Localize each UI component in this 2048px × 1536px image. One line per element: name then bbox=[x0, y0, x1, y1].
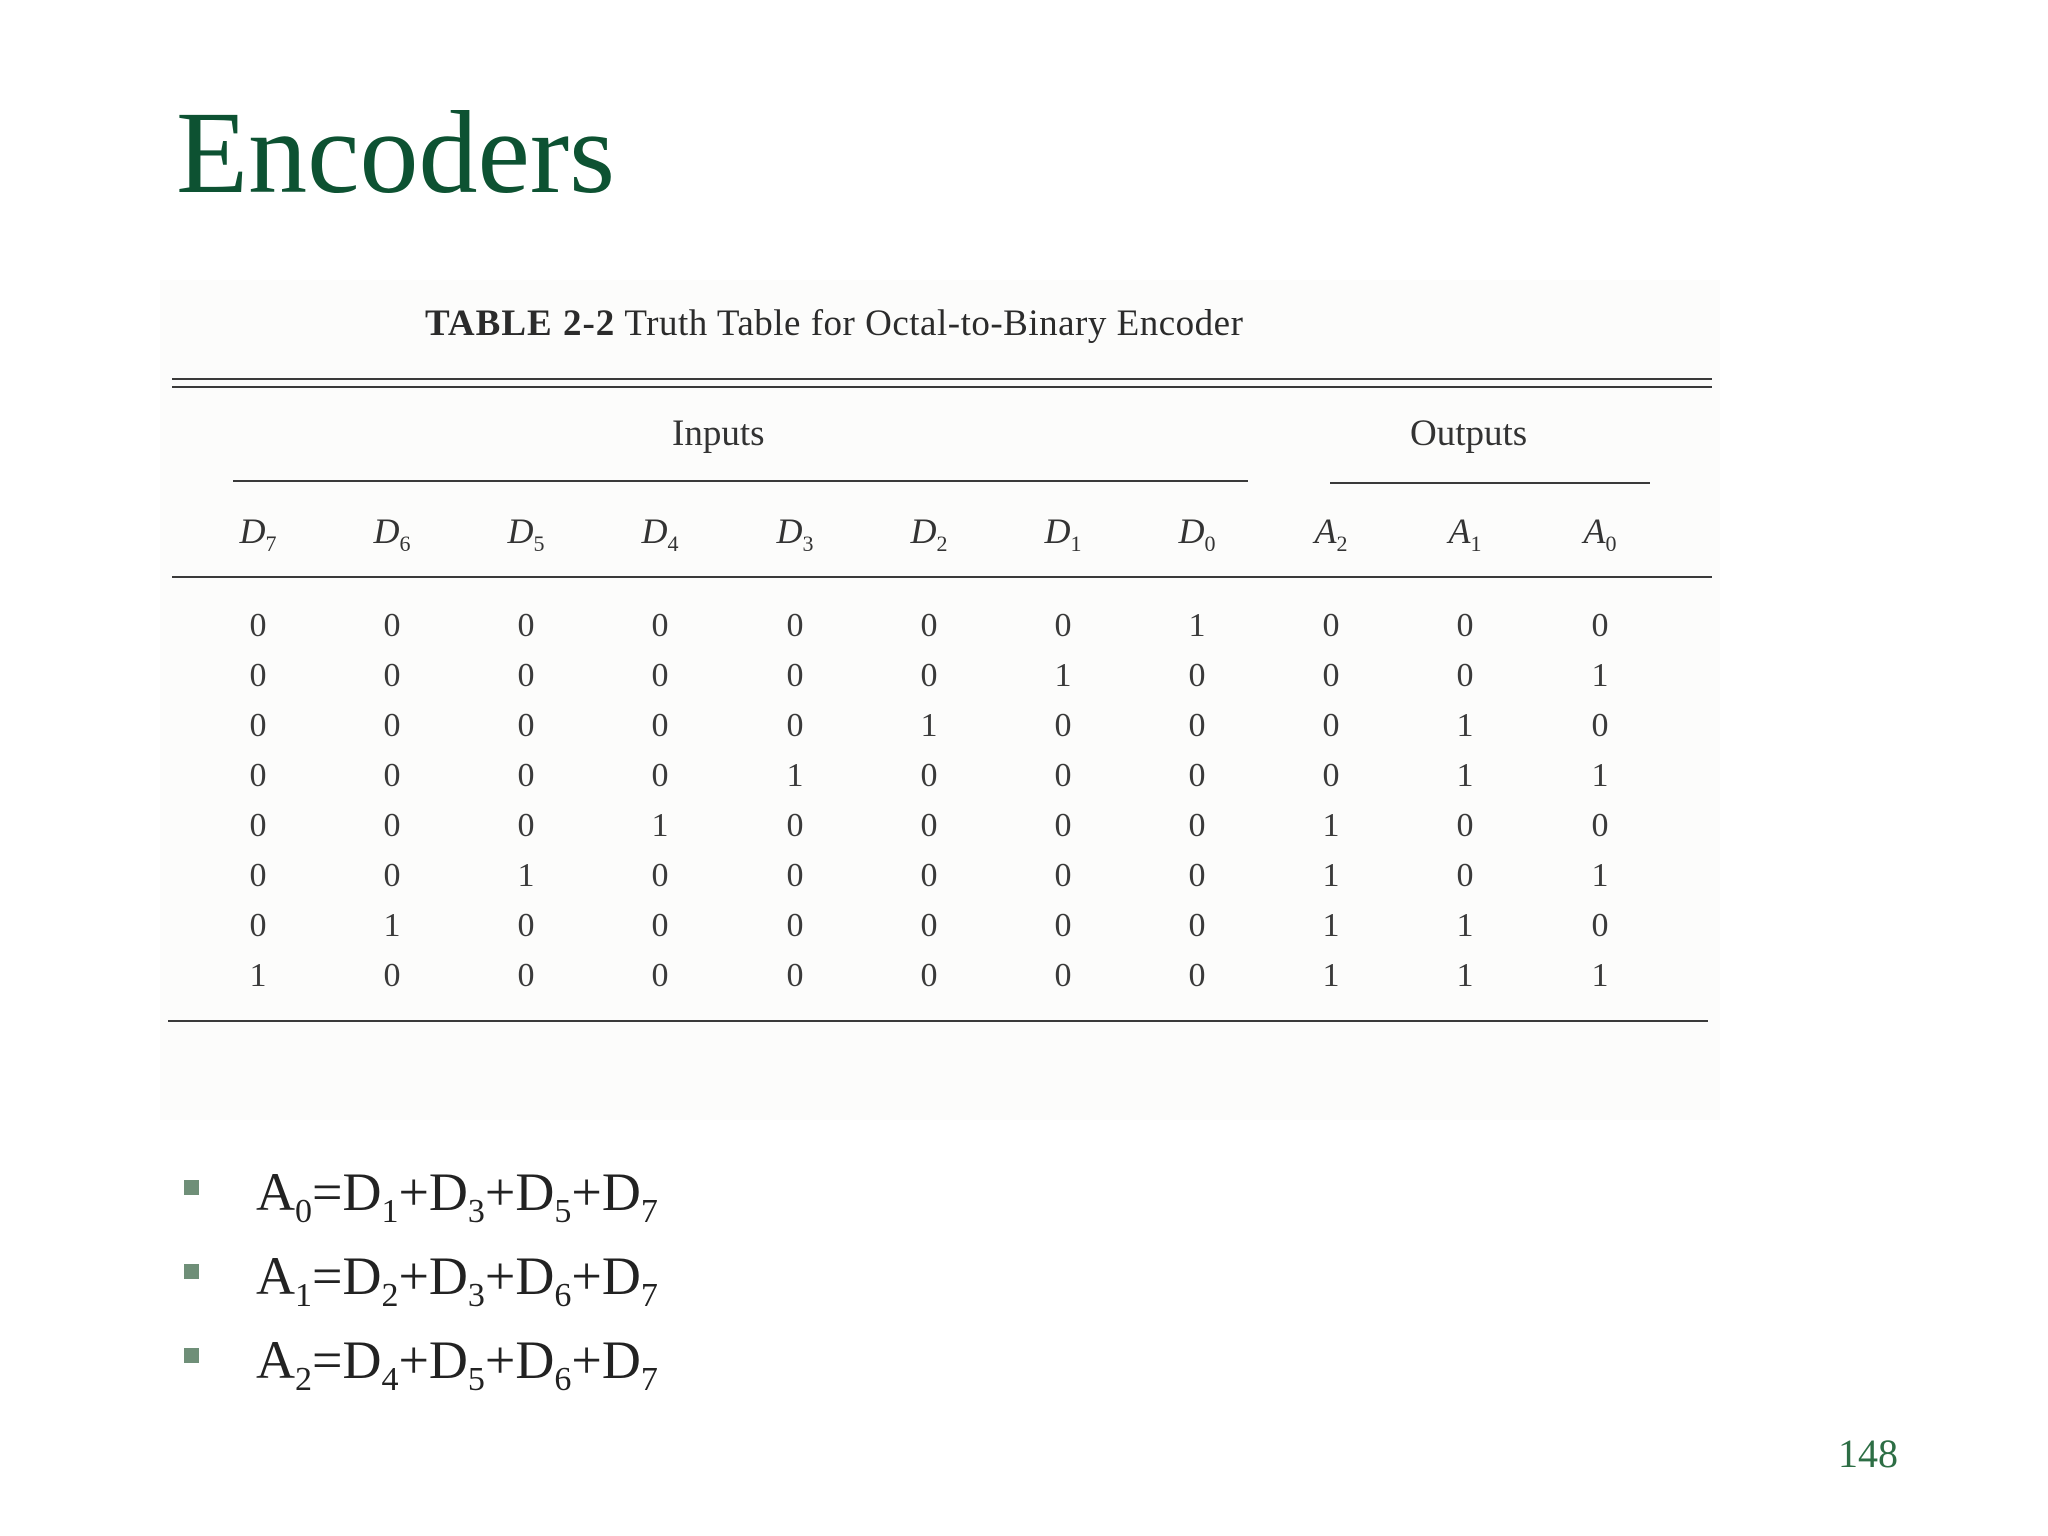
table-cell: 1 bbox=[1322, 807, 1340, 844]
equation-list bbox=[176, 1150, 658, 1402]
table-cell: 0 bbox=[249, 757, 267, 794]
table-cell: 0 bbox=[383, 607, 401, 644]
table-cell: 0 bbox=[786, 657, 804, 694]
table-cell: 0 bbox=[1188, 907, 1206, 944]
inputs-group-label: Inputs bbox=[672, 413, 765, 454]
table-cell: 1 bbox=[1591, 957, 1609, 994]
table-cell: 0 bbox=[1054, 957, 1072, 994]
table-cell: 1 bbox=[249, 957, 267, 994]
table-cell: 0 bbox=[1322, 707, 1340, 744]
table-cell: 0 bbox=[651, 957, 669, 994]
equation-text: $A_1=D_2+D_3+D_6+D_7$ bbox=[256, 1246, 658, 1314]
table-cell: 0 bbox=[651, 857, 669, 894]
table-cell: 1 bbox=[1322, 907, 1340, 944]
table-cell: 1 bbox=[786, 757, 804, 794]
table-cell: 0 bbox=[1054, 907, 1072, 944]
table-cell: 0 bbox=[1054, 757, 1072, 794]
table-cell: 0 bbox=[1188, 707, 1206, 744]
square-bullet-icon bbox=[184, 1348, 199, 1363]
table-cell: 0 bbox=[786, 707, 804, 744]
table-cell: 0 bbox=[651, 707, 669, 744]
table-cell: 0 bbox=[920, 907, 938, 944]
table-cell: 0 bbox=[249, 607, 267, 644]
table-cell: 1 bbox=[651, 807, 669, 844]
table-caption bbox=[425, 302, 1243, 345]
table-cell: 0 bbox=[383, 957, 401, 994]
table-cell: 0 bbox=[383, 757, 401, 794]
table-cell: 0 bbox=[249, 707, 267, 744]
square-bullet-icon bbox=[184, 1264, 199, 1279]
table-top-rule bbox=[172, 378, 1712, 380]
table-cell: 1 bbox=[1456, 907, 1474, 944]
table-cell: 1 bbox=[383, 907, 401, 944]
table-cell: 0 bbox=[786, 907, 804, 944]
table-cell: 0 bbox=[517, 707, 535, 744]
table-cell: 0 bbox=[786, 957, 804, 994]
table-cell: 1 bbox=[1188, 607, 1206, 644]
table-cell: 0 bbox=[249, 907, 267, 944]
table-cell: 0 bbox=[920, 857, 938, 894]
table-cell: 0 bbox=[1591, 907, 1609, 944]
table-cell: 1 bbox=[1322, 857, 1340, 894]
table-cell: 0 bbox=[383, 857, 401, 894]
table-caption-number: TABLE 2-2 bbox=[425, 303, 616, 344]
header-cell-a0: $A_0$ bbox=[1583, 511, 1617, 557]
table-cell: 0 bbox=[920, 757, 938, 794]
table-header-rule bbox=[172, 576, 1712, 578]
table-top-rule-inner bbox=[172, 386, 1712, 388]
table-cell: 0 bbox=[517, 807, 535, 844]
table-cell: 1 bbox=[1591, 857, 1609, 894]
table-cell: 0 bbox=[920, 957, 938, 994]
slide-title: Encoders bbox=[176, 87, 616, 218]
table-cell: 0 bbox=[1054, 857, 1072, 894]
table-cell: 0 bbox=[1054, 607, 1072, 644]
header-cell-d3: $D_3$ bbox=[776, 511, 814, 557]
table-cell: 0 bbox=[517, 607, 535, 644]
table-cell: 0 bbox=[1456, 807, 1474, 844]
table-cell: 1 bbox=[1456, 757, 1474, 794]
table-cell: 0 bbox=[1188, 757, 1206, 794]
table-cell: 0 bbox=[1188, 857, 1206, 894]
table-cell: 0 bbox=[517, 757, 535, 794]
header-cell-d7: $D_7$ bbox=[239, 511, 277, 557]
table-cell: 0 bbox=[651, 757, 669, 794]
equation-item-0 bbox=[176, 1150, 658, 1234]
table-cell: 0 bbox=[1591, 607, 1609, 644]
table-cell: 0 bbox=[920, 807, 938, 844]
header-cell-d2: $D_2$ bbox=[910, 511, 948, 557]
header-cell-d0: $D_0$ bbox=[1178, 511, 1216, 557]
table-cell: 0 bbox=[517, 957, 535, 994]
table-cell: 0 bbox=[920, 657, 938, 694]
inputs-group-rule bbox=[233, 480, 1248, 482]
table-cell: 0 bbox=[1322, 757, 1340, 794]
header-cell-d5: $D_5$ bbox=[507, 511, 545, 557]
table-cell: 0 bbox=[517, 657, 535, 694]
equation-text: $A_0=D_1+D_3+D_5+D_7$ bbox=[256, 1162, 658, 1230]
table-cell: 1 bbox=[517, 857, 535, 894]
header-cell-d6: $D_6$ bbox=[373, 511, 411, 557]
table-cell: 0 bbox=[1054, 707, 1072, 744]
table-cell: 0 bbox=[383, 657, 401, 694]
table-cell: 0 bbox=[786, 607, 804, 644]
equation-item-1 bbox=[176, 1234, 658, 1318]
table-cell: 0 bbox=[1188, 807, 1206, 844]
table-cell: 0 bbox=[1054, 807, 1072, 844]
table-cell: 1 bbox=[920, 707, 938, 744]
outputs-group-label: Outputs bbox=[1410, 413, 1528, 454]
table-cell: 0 bbox=[651, 607, 669, 644]
equation-item-2 bbox=[176, 1318, 658, 1402]
table-cell: 0 bbox=[249, 807, 267, 844]
table-cell: 0 bbox=[1188, 957, 1206, 994]
table-cell: 0 bbox=[383, 707, 401, 744]
table-cell: 0 bbox=[1456, 857, 1474, 894]
table-cell: 0 bbox=[1591, 807, 1609, 844]
equation-text: $A_2=D_4+D_5+D_6+D_7$ bbox=[256, 1330, 658, 1398]
table-cell: 0 bbox=[1322, 657, 1340, 694]
table-cell: 0 bbox=[1456, 607, 1474, 644]
table-cell: 1 bbox=[1591, 657, 1609, 694]
header-cell-d4: $D_4$ bbox=[641, 511, 679, 557]
table-cell: 0 bbox=[786, 857, 804, 894]
table-cell: 1 bbox=[1054, 657, 1072, 694]
table-cell: 1 bbox=[1591, 757, 1609, 794]
table-cell: 0 bbox=[1322, 607, 1340, 644]
square-bullet-icon bbox=[184, 1180, 199, 1195]
table-bottom-rule bbox=[168, 1020, 1708, 1022]
page-number: 148 bbox=[1838, 1431, 1898, 1476]
table-cell: 1 bbox=[1322, 957, 1340, 994]
table-cell: 0 bbox=[920, 607, 938, 644]
table-cell: 0 bbox=[786, 807, 804, 844]
table-cell: 0 bbox=[383, 807, 401, 844]
table-cell: 0 bbox=[249, 857, 267, 894]
header-cell-a1: $A_1$ bbox=[1448, 511, 1482, 557]
table-cell: 0 bbox=[1188, 657, 1206, 694]
table-cell: 0 bbox=[1456, 657, 1474, 694]
table-cell: 0 bbox=[1591, 707, 1609, 744]
table-cell: 0 bbox=[651, 907, 669, 944]
header-cell-d1: $D_1$ bbox=[1044, 511, 1082, 557]
table-cell: 0 bbox=[249, 657, 267, 694]
header-cell-a2: $A_2$ bbox=[1314, 511, 1348, 557]
table-cell: 0 bbox=[517, 907, 535, 944]
table-caption-text: Truth Table for Octal-to-Binary Encoder bbox=[624, 303, 1244, 344]
table-cell: 0 bbox=[651, 657, 669, 694]
outputs-group-rule bbox=[1330, 482, 1650, 484]
table-cell: 1 bbox=[1456, 707, 1474, 744]
table-cell: 1 bbox=[1456, 957, 1474, 994]
